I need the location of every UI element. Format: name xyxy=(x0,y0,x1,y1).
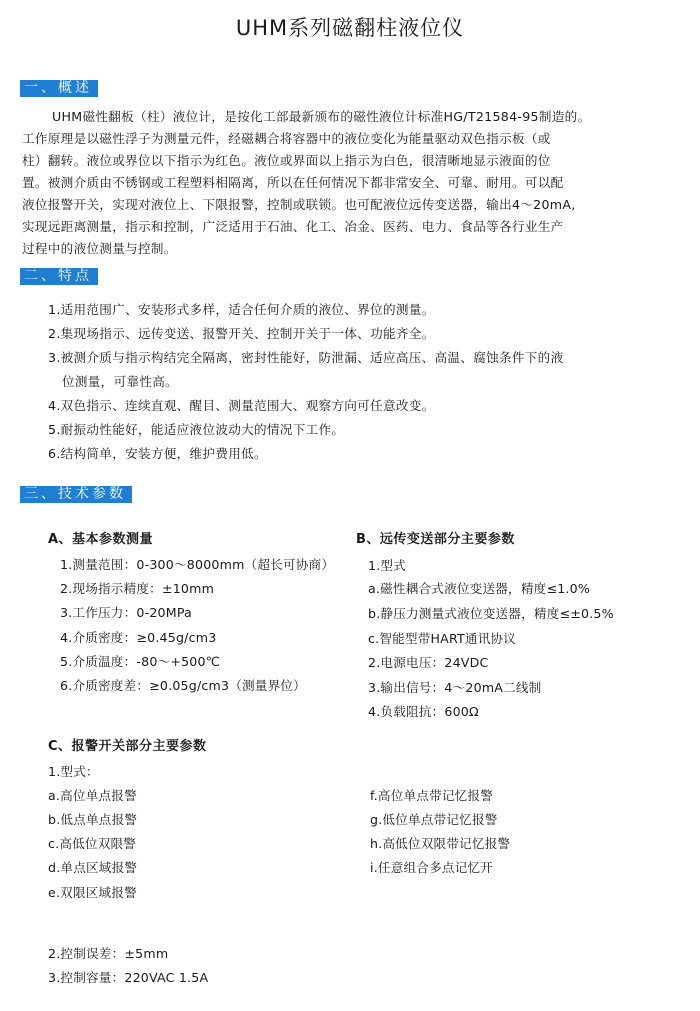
params-b-item: 2.电源电压：24VDC xyxy=(368,655,489,670)
params-a-item: 1.测量范围：0-300～8000mm（超长可协商） xyxy=(60,557,335,572)
params-a-heading: A、基本参数测量 xyxy=(48,532,154,547)
alarm-type-item: f.高位单点带记忆报警 xyxy=(370,788,494,803)
overview-line: 过程中的液位测量与控制。 xyxy=(22,241,177,256)
params-b-item: 4.负载阻抗：600Ω xyxy=(368,704,479,719)
params-b-item: 3.输出信号：4～20mA二线制 xyxy=(368,680,542,695)
overview-line: 液位报警开关，实现对液位上、下限报警，控制或联锁。也可配液位远传变送器，输出4～20mA, xyxy=(22,197,576,212)
params-a-item: 5.介质温度：-80～+500℃ xyxy=(60,654,221,669)
overview-line: 实现远距离测量，指示和控制，广泛适用于石油、化工、冶金、医药、电力、食品等各行业生产 xyxy=(22,219,564,234)
params-c-heading: C、报警开关部分主要参数 xyxy=(48,739,207,754)
feature-item: 4.双色指示、连续直观、醒目、测量范围大、观察方向可任意改变。 xyxy=(48,398,435,413)
alarm-type-item: d.单点区域报警 xyxy=(48,860,138,875)
params-b-heading: B、远传变送部分主要参数 xyxy=(356,532,515,547)
alarm-type-item: e.双限区域报警 xyxy=(48,885,137,900)
alarm-type-item: c.高低位双限警 xyxy=(48,836,137,851)
overview-line: 工作原理是以磁性浮子为测量元件，经磁耦合将容器中的液位变化为能量驱动双色指示板（或 xyxy=(22,131,551,146)
feature-item: 位测量，可靠性高。 xyxy=(62,374,179,389)
params-c-tail-item: 3.控制容量：220VAC 1.5A xyxy=(48,970,209,985)
params-b-item: 1.型式 xyxy=(368,558,407,573)
params-a-item: 4.介质密度：≥0.45g/cm3 xyxy=(60,630,217,645)
alarm-type-item: b.低点单点报警 xyxy=(48,812,138,827)
params-b-item: b.静压力测量式液位变送器，精度≤±0.5% xyxy=(368,606,614,621)
feature-item: 1.适用范围广、安装形式多样，适合任何介质的液位、界位的测量。 xyxy=(48,302,435,317)
overview-line: 柱）翻转。液位或界位以下指示为红色。液位或界面以上指示为白色，很清晰地显示液面的位 xyxy=(22,153,551,168)
section-heading-features: 二、特点 xyxy=(20,268,98,285)
params-b-item: c.智能型带HART通讯协议 xyxy=(368,631,517,646)
params-a-item: 3.工作压力：0-20MPa xyxy=(60,605,192,620)
alarm-type-item: h.高低位双限带记忆报警 xyxy=(370,836,511,851)
page-title: UHM系列磁翻柱液位仪 xyxy=(235,16,465,40)
feature-item: 5.耐振动性能好，能适应液位波动大的情况下工作。 xyxy=(48,422,345,437)
alarm-type-item: g.低位单点带记忆报警 xyxy=(370,812,498,827)
overview-line: 置。被测介质由不锈钢或工程塑料相隔离，所以在任何情况下都非常安全、可靠、耐用。可以配 xyxy=(22,175,564,190)
params-c-tail-item: 2.控制误差：±5mm xyxy=(48,946,169,961)
feature-item: 3.被测介质与指示构结完全隔离，密封性能好，防泄漏、适应高压、高温、腐蚀条件下的液 xyxy=(48,350,564,365)
overview-line: UHM磁性翻板（柱）液位计，是按化工部最新颁布的磁性液位计标准HG/T21584-95制造的。 xyxy=(52,109,591,124)
params-c-type-label: 1.型式： xyxy=(48,764,99,779)
params-a-item: 6.介质密度差：≥0.05g/cm3（测量界位） xyxy=(60,678,306,693)
alarm-type-item: i.任意组合多点记忆开 xyxy=(370,860,494,875)
section-heading-params: 三、技术参数 xyxy=(20,486,132,503)
params-b-item: a.磁性耦合式液位变送器，精度≤1.0% xyxy=(368,581,590,596)
section-heading-overview: 一、概述 xyxy=(20,80,98,97)
alarm-type-item: a.高位单点报警 xyxy=(48,788,137,803)
params-a-item: 2.现场指示精度：±10mm xyxy=(60,581,215,596)
feature-item: 6.结构简单，安装方便，维护费用低。 xyxy=(48,446,267,461)
feature-item: 2.集现场指示、远传变送、报警开关、控制开关于一体、功能齐全。 xyxy=(48,326,435,341)
